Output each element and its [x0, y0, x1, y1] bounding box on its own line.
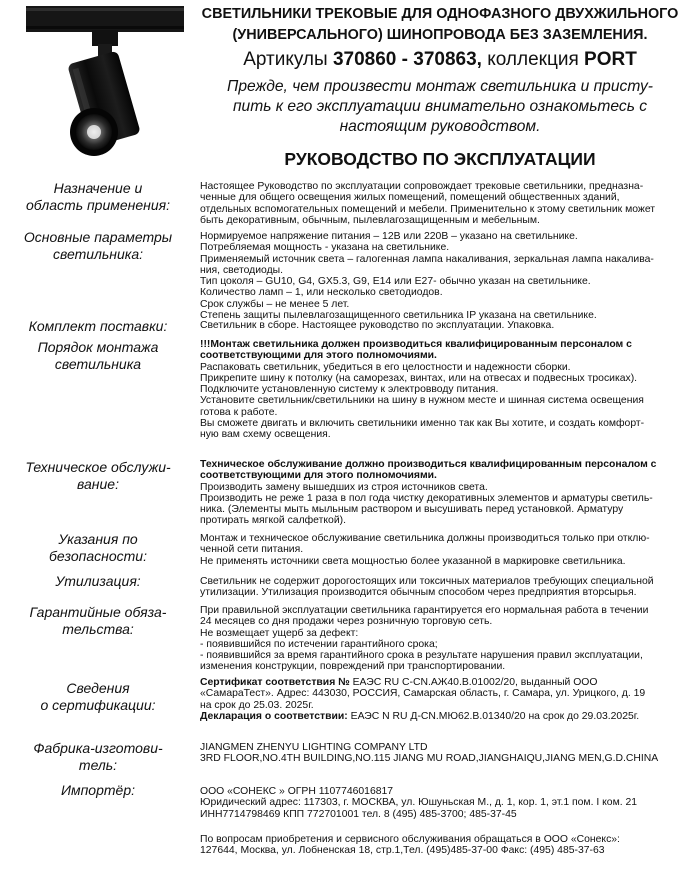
section-label: [8, 782, 188, 799]
document-header: [190, 4, 690, 137]
text-line: Монтаж и техническое обслуживание светильника должны производиться только при отклю-: [200, 533, 650, 544]
text-line: тель:: [78, 757, 118, 773]
text-line: Применяемый источник света – галогенная лампа накаливания, зеркальная лампа накалива-: [200, 253, 654, 265]
text-line: Тип цоколя – GU10, G4, GX5.3, G9, E14 или E27- обычно указан на светильнике.: [200, 276, 591, 288]
section-body: [200, 576, 688, 599]
section-label: [8, 680, 188, 714]
section-body: [200, 533, 688, 567]
text-line: - появившийся по истечении гарантийного срока;: [200, 638, 438, 650]
text-line: 3RD FLOOR,NO.4TH BUILDING,NO.115 JIANG MU ROAD,JIANGHAIQU,JIANG MEN,G.D.CHINA: [200, 753, 659, 765]
text-line: По вопросам приобретения и сервисного обслуживания обращаться в ООО «Сонекс»:: [200, 833, 620, 845]
section-label: [8, 604, 188, 638]
text-line: ченной сети питания.: [200, 544, 304, 556]
text-line: Степень защиты пылевлагозащищенного светильника IP указана на светильнике.: [200, 310, 597, 322]
text-line: Юридический адрес: 117303, г. МОСКВА, ул. Юшуньская М., д. 1, кор. 1, эт.1 пом. I ком. 21: [200, 797, 638, 809]
section-body: [200, 231, 688, 321]
text-line: Порядок монтажа: [37, 339, 159, 355]
text-line: Назначение и: [53, 180, 143, 196]
section-body: [200, 742, 688, 765]
text-line: Не применять источники света мощностью более указанной в маркировке светильника.: [200, 555, 626, 567]
collection-prefix: коллекция: [481, 49, 585, 70]
text-line: Гарантийные обяза-: [29, 604, 167, 620]
text-line: Сертификат соответствия №: [200, 677, 350, 688]
text-line: готова к работе.: [200, 406, 278, 418]
section-body: [200, 786, 688, 856]
section-label: [8, 180, 188, 214]
text-line: вание:: [77, 476, 119, 492]
intro-line: Прежде, чем произвести монтаж светильника и присту-: [227, 78, 653, 95]
text-line: утилизации. Утилизация производится обычным способом через предприятия вторсырья.: [200, 587, 637, 599]
section-body: [200, 605, 688, 673]
articles-prefix: Артикулы: [243, 49, 333, 70]
text-line: Установите светильник/светильники на шину в нужном месте и шинная система освещения: [200, 395, 644, 407]
text-line: Не возмещает ущерб за дефект:: [200, 627, 359, 639]
text-line: ченные для общего освещения жилых помещений, помещений общественных зданий,: [200, 192, 620, 204]
intro-line: пить к его эксплуатации внимательно ознакомьтесь с: [232, 98, 648, 115]
articles-range: 370860 - 370863,: [332, 49, 482, 70]
text-line: ООО «СОНЕКС » ОГРН 1107746016817: [200, 786, 394, 797]
text-line: Фабрика-изготови-: [33, 740, 163, 756]
section-body: [200, 677, 688, 722]
text-line: - появившийся за время гарантийного срока в результате нарушения правил эксплуатации,: [200, 650, 643, 662]
text-line: Светильник в сборе. Настоящее руководство по эксплуатации. Упаковка.: [200, 320, 555, 331]
text-line: Срок службы – не менее 5 лет.: [200, 298, 350, 310]
text-line: Количество ламп – 1, или несколько светодиодов.: [200, 287, 443, 299]
text-line: 127644, Москва, ул. Лобненская 18, стр.1,Тел. (495)485-37-00 Факс: (495) 485-37-63: [200, 845, 605, 857]
title-line-1: СВЕТИЛЬНИКИ ТРЕКОВЫЕ ДЛЯ ОДНОФАЗНОГО ДВУХЖИЛЬНОГО: [201, 6, 679, 22]
text-line: протирать мягкой салфеткой).: [200, 515, 346, 527]
text-line: Утилизация:: [55, 573, 141, 589]
section-label: [8, 229, 188, 263]
text-line: тельства:: [62, 621, 134, 637]
text-line: Техническое обслуживание должно производиться квалифицированным персоналом с: [200, 459, 657, 470]
section-label: [8, 339, 188, 373]
text-line: !!!Монтаж светильника должен производиться квалифицированным персоналом с: [200, 339, 632, 350]
section-body: [200, 320, 688, 331]
text-line: Сведения: [66, 680, 130, 696]
text-line: ИНН7714798469 КПП 772701001 тел. 8 (495) 485-3700; 485-37-45: [200, 808, 517, 820]
text-line: Техническое обслужи-: [25, 459, 171, 475]
text-line: Распаковать светильник, убедиться в его целостности и надежности сборки.: [200, 361, 571, 373]
section-body: [200, 459, 688, 527]
text-line: светильника:: [52, 246, 144, 262]
text-line: изменения конструкции, повреждений при транспортировании.: [200, 661, 506, 673]
intro-note: [190, 77, 690, 137]
section-label: [8, 318, 188, 335]
text-line: Нормируемое напряжение питания – 12В или 220В – указано на светильнике.: [200, 231, 578, 242]
intro-line: настоящим руководством.: [339, 118, 541, 135]
title-line-2: (УНИВЕРСАЛЬНОГО) ШИНОПРОВОДА БЕЗ ЗАЗЕМЛЕНИЯ.: [232, 27, 648, 43]
text-line: Импортёр:: [60, 782, 135, 798]
text-line: «СамараТест». Адрес: 443030, РОССИЯ, Самарская область, г. Самара, ул. Урицкого, д. 19: [200, 688, 646, 700]
text-line: ЕАЭС RU С-CN.АЖ40.В.01002/20, выданный ООО: [349, 677, 598, 688]
text-line: соответствующими для этого полномочиями.: [200, 470, 437, 482]
text-line: Подключите установленную систему к электровводу питания.: [200, 384, 499, 396]
articles-line: [190, 48, 690, 72]
main-title: РУКОВОДСТВО ПО ЭКСПЛУАТАЦИИ: [284, 149, 596, 169]
text-line: Потребляемая мощность - указана на светильнике.: [200, 242, 450, 254]
text-line: Декларация о соответствии:: [200, 710, 348, 722]
section-body: [200, 339, 688, 441]
text-line: При правильной эксплуатации светильника гарантируется его нормальная работа в течении: [200, 605, 649, 616]
text-line: Вы сможете двигать и включить светильники именно так как Вы хотите, и создать комфорт-: [200, 418, 645, 430]
text-line: Основные параметры: [23, 229, 173, 245]
text-line: Светильник не содержит дорогостоящих или токсичных материалов требующих специальной: [200, 576, 654, 587]
text-line: Прикрепите шину к потолку (на саморезах, винтах, или на отвесах и подвесных тросиках).: [200, 372, 638, 384]
text-line: ния, светодиоды.: [200, 264, 284, 276]
text-line: 24 месяцев со дня продажи через розничную торговую сеть.: [200, 616, 493, 628]
text-line: JIANGMEN ZHENYU LIGHTING COMPANY LTD: [200, 742, 428, 753]
text-line: отдельных вспомогательных помещений и мебели. Применительно к этому светильник может: [200, 203, 656, 215]
section-label: [8, 740, 188, 774]
collection-name: PORT: [584, 49, 637, 70]
section-label: [8, 573, 188, 590]
text-line: о сертификации:: [40, 697, 156, 713]
text-line: Указания по: [58, 531, 138, 547]
text-line: Настоящее Руководство по эксплуатации сопровождает трековые светильники, предназна-: [200, 181, 644, 192]
section-body: [200, 181, 688, 226]
text-line: Комплект поставки:: [28, 318, 168, 334]
text-line: область применения:: [26, 197, 170, 213]
text-line: светильника: [54, 356, 142, 372]
text-line: Производить не реже 1 раза в пол года чистку декоративных элементов и арматуры светиль-: [200, 492, 653, 504]
track-spotlight-image: [26, 4, 184, 162]
text-line: ника. (Элементы мыть мыльным раствором и высушивать перед установкой. Арматуру: [200, 504, 624, 516]
text-line: соответствующими для этого полномочиями.: [200, 350, 437, 362]
section-label: [8, 459, 188, 493]
text-line: безопасности:: [49, 548, 147, 564]
text-line: ЕАЭС N RU Д-CN.МЮ62.В.01340/20 на срок до 29.03.2025г.: [347, 710, 640, 722]
section-label: [8, 531, 188, 565]
text-line: Производить замену вышедших из строя источников света.: [200, 481, 488, 493]
text-line: на срок до 25.03. 2025г.: [200, 699, 314, 711]
text-line: быть декоративным, обычным, пылевлагозащищенным и мебельным.: [200, 214, 540, 226]
text-line: ную вам схему освещения.: [200, 429, 331, 441]
